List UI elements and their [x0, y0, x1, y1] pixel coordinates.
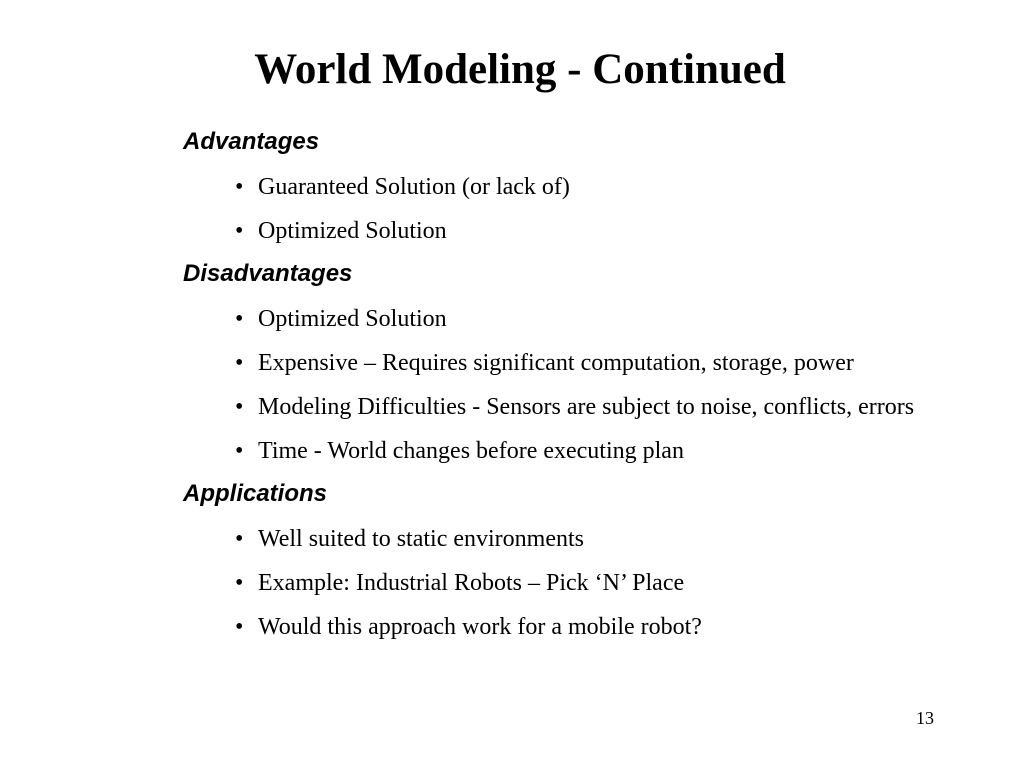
section-advantages: [183, 126, 923, 248]
bullet-icon: •: [235, 438, 244, 464]
bullet-text: Expensive – Requires significant computation, storage, power: [258, 350, 854, 376]
bullet-item: [183, 170, 923, 204]
section-heading: Advantages: [183, 128, 320, 155]
page-number: 13: [916, 708, 934, 728]
bullet-list: [183, 522, 923, 644]
bullet-text: Example: Industrial Robots – Pick ‘N’ Place: [258, 570, 685, 596]
bullet-text: Optimized Solution: [258, 306, 447, 332]
bullet-item: [183, 390, 923, 424]
bullet-text: Optimized Solution: [258, 218, 447, 244]
bullet-icon: •: [235, 394, 244, 420]
bullet-icon: •: [235, 306, 244, 332]
bullet-icon: •: [235, 350, 244, 376]
section-heading: Disadvantages: [183, 260, 353, 287]
bullet-text: Guaranteed Solution (or lack of): [258, 174, 570, 200]
bullet-text: Would this approach work for a mobile robot?: [258, 614, 702, 640]
bullet-item: [183, 434, 923, 468]
slide-title: World Modeling - Continued: [254, 46, 786, 93]
section-heading: Applications: [183, 480, 328, 507]
section-disadvantages: [183, 258, 923, 468]
bullet-text: Modeling Difficulties - Sensors are subject to noise, conflicts, errors: [258, 394, 915, 420]
section-applications: [183, 478, 923, 644]
bullet-item: [183, 610, 923, 644]
bullet-icon: •: [235, 174, 244, 200]
bullet-icon: •: [235, 526, 244, 552]
bullet-item: [183, 302, 923, 336]
bullet-icon: •: [235, 570, 244, 596]
bullet-item: [183, 214, 923, 248]
bullet-item: [183, 346, 923, 380]
bullet-icon: •: [235, 614, 244, 640]
bullet-item: [183, 566, 923, 600]
bullet-list: [183, 302, 923, 468]
bullet-text: Time - World changes before executing plan: [258, 438, 684, 464]
slide-content: [183, 126, 923, 654]
bullet-item: [183, 522, 923, 556]
bullet-list: [183, 170, 923, 248]
bullet-icon: •: [235, 218, 244, 244]
bullet-text: Well suited to static environments: [258, 526, 585, 552]
